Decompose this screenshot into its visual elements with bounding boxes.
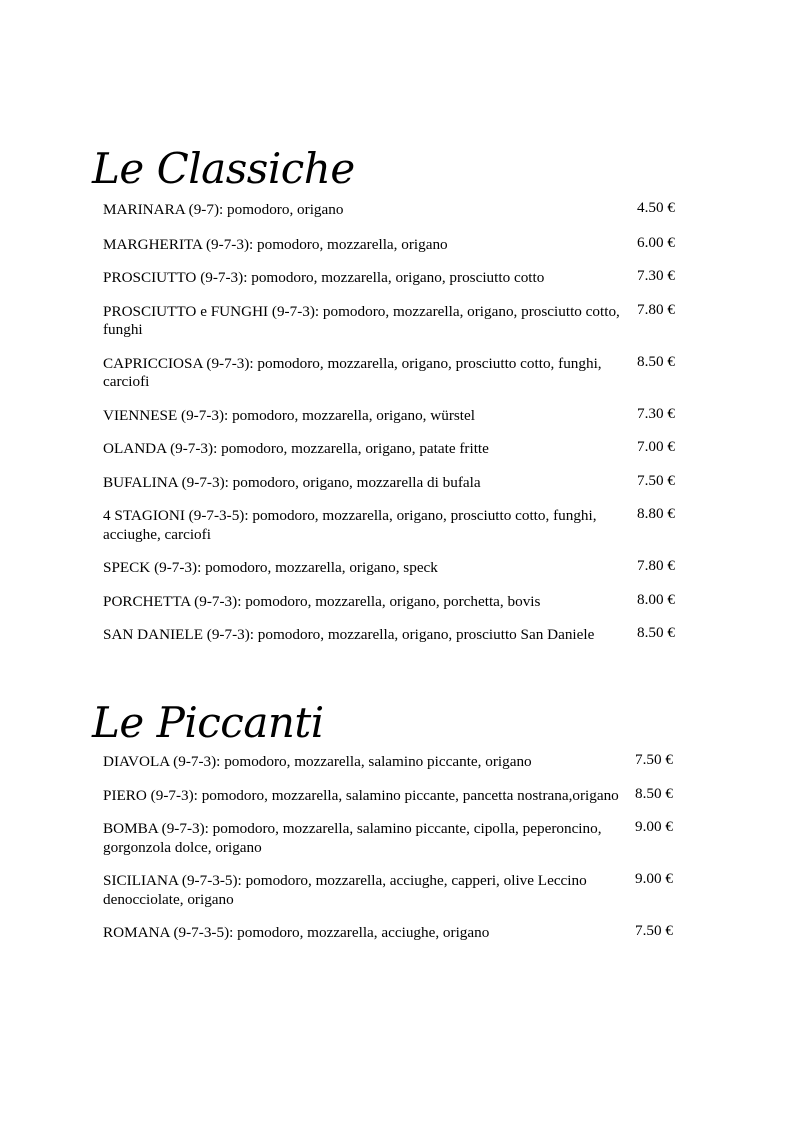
menu-item [103, 590, 693, 612]
menu-item [103, 820, 693, 857]
menu-item [103, 626, 693, 645]
menu-item [103, 404, 693, 426]
menu-item [103, 269, 693, 288]
menu-item-price: 7.50 € [635, 922, 673, 939]
menu-item [103, 559, 693, 578]
menu-item-price: 8.50 € [637, 624, 675, 641]
menu-item [103, 352, 693, 392]
menu-item-price: 7.30 € [637, 267, 675, 284]
menu-list-classiche [103, 201, 693, 645]
menu-item-price: 7.00 € [637, 438, 675, 455]
menu-item-price: 7.50 € [635, 751, 673, 768]
menu-item-description: CAPRICCIOSA (9-7-3): pomodoro, mozzarella, origano, prosciutto cotto, funghi, carciofi [103, 354, 602, 390]
menu-item-price: 7.80 € [637, 300, 675, 318]
menu-item-price: 4.50 € [637, 199, 675, 216]
menu-item-price: 8.00 € [637, 590, 675, 608]
menu-item [103, 784, 693, 806]
menu-item [103, 471, 693, 493]
menu-item-description: PROSCIUTTO e FUNGHI (9-7-3): pomodoro, mozzarella, origano, prosciutto cotto, funghi [103, 302, 620, 338]
menu-item-price: 7.50 € [637, 471, 675, 489]
menu-item-price: 8.50 € [635, 784, 673, 802]
menu-item-description: ROMANA (9-7-3-5): pomodoro, mozzarella, acciughe, origano [103, 924, 490, 941]
menu-item-description: VIENNESE (9-7-3): pomodoro, mozzarella, origano, würstel [103, 406, 475, 424]
menu-item-description: 4 STAGIONI (9-7-3-5): pomodoro, mozzarella, origano, prosciutto cotto, funghi, acciughe, carciofi [103, 507, 597, 543]
menu-item-description: BOMBA (9-7-3): pomodoro, mozzarella, salamino piccante, cipolla, peperoncino, gorgonzola dolce, origano [103, 820, 602, 856]
menu-item [103, 201, 693, 220]
menu-item-description: OLANDA (9-7-3): pomodoro, mozzarella, origano, patate fritte [103, 440, 489, 457]
menu-item-price: 8.50 € [637, 352, 675, 370]
menu-item-description: MARINARA (9-7): pomodoro, origano [103, 201, 344, 218]
menu-item [103, 872, 693, 909]
menu-item [103, 924, 693, 943]
menu-item [103, 300, 693, 340]
menu-item-price: 6.00 € [637, 233, 675, 251]
menu-item-price: 9.00 € [635, 818, 673, 835]
menu-item-description: MARGHERITA (9-7-3): pomodoro, mozzarella, origano [103, 235, 448, 253]
menu-item-price: 7.30 € [637, 404, 675, 422]
section-title-classiche: Le Classiche [92, 144, 355, 193]
menu-item-description: BUFALINA (9-7-3): pomodoro, origano, mozzarella di bufala [103, 473, 481, 491]
menu-item-price: 9.00 € [635, 870, 673, 887]
menu-item [103, 507, 693, 544]
menu-item-description: PORCHETTA (9-7-3): pomodoro, mozzarella, origano, porchetta, bovis [103, 592, 541, 610]
menu-item-price: 8.80 € [637, 505, 675, 522]
menu-item-description: SICILIANA (9-7-3-5): pomodoro, mozzarella, acciughe, capperi, olive Leccino denocciolate, origano [103, 872, 587, 908]
menu-list-piccanti [103, 753, 693, 943]
menu-item [103, 440, 693, 459]
menu-item [103, 233, 693, 255]
menu-item-description: SPECK (9-7-3): pomodoro, mozzarella, origano, speck [103, 559, 438, 576]
menu-item-description: PROSCIUTTO (9-7-3): pomodoro, mozzarella, origano, prosciutto cotto [103, 269, 545, 286]
menu-item [103, 753, 693, 772]
menu-item-description: DIAVOLA (9-7-3): pomodoro, mozzarella, salamino piccante, origano [103, 753, 532, 770]
menu-item-description: PIERO (9-7-3): pomodoro, mozzarella, salamino piccante, pancetta nostrana,origano [103, 786, 619, 804]
menu-item-price: 7.80 € [637, 557, 675, 574]
menu-item-description: SAN DANIELE (9-7-3): pomodoro, mozzarella, origano, prosciutto San Daniele [103, 626, 595, 643]
section-title-piccanti: Le Piccanti [92, 698, 324, 747]
